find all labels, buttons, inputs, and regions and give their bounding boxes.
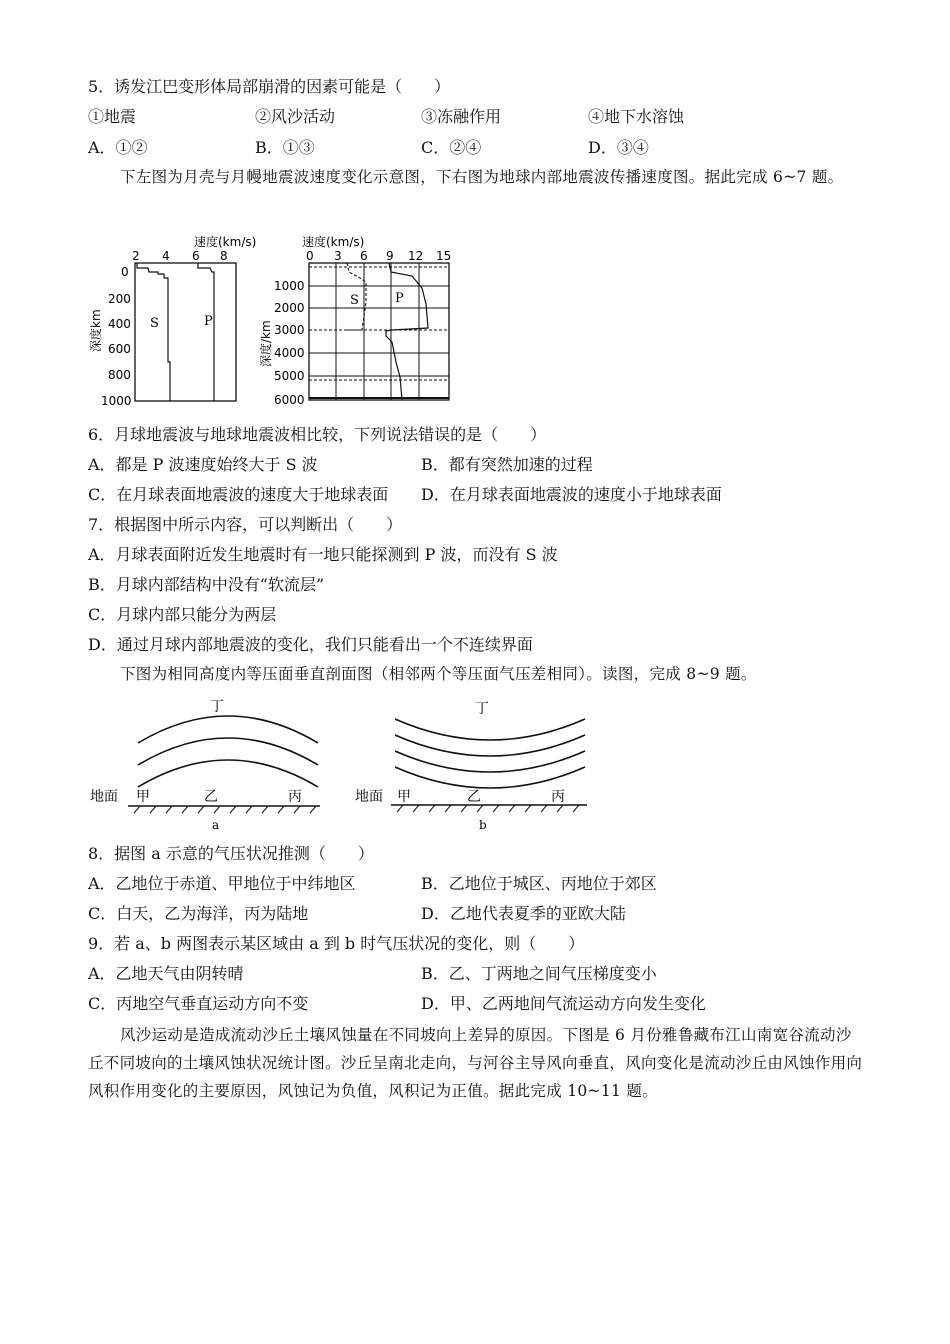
q6-option-c: C．在月球表面地震波的速度大于地球表面 xyxy=(88,485,389,504)
moon-ylabel: 深度km xyxy=(89,309,103,352)
q5-item-3: ③冻融作用 xyxy=(421,107,502,126)
earth-fig-title: 速度(km/s) xyxy=(302,235,365,249)
fig-a-ground-label: 地面 xyxy=(90,789,118,805)
earth-ytick: 3000 xyxy=(274,323,305,337)
earth-ytick: 2000 xyxy=(274,301,305,315)
q8-option-b: B．乙地位于城区、丙地位于郊区 xyxy=(421,874,657,893)
earth-xtick: 0 xyxy=(306,249,314,263)
earth-label-p: P xyxy=(395,291,404,306)
fig-b-top-label: 丁 xyxy=(475,701,489,717)
moon-xtick: 8 xyxy=(220,249,228,263)
fig-a-place-yi: 乙 xyxy=(204,789,218,805)
moon-ytick: 600 xyxy=(108,342,131,356)
fig-a-place-bing: 丙 xyxy=(288,789,302,805)
q7-option-b: B．月球内部结构中没有“软流层” xyxy=(88,575,325,594)
fig-b-place-yi: 乙 xyxy=(467,789,481,805)
earth-xtick: 15 xyxy=(436,249,452,263)
fig-a-place-jia: 甲 xyxy=(136,789,150,805)
q5-option-b: B．①③ xyxy=(255,138,315,157)
fig-b-caption: b xyxy=(479,818,487,832)
moon-label-s: S xyxy=(150,316,159,331)
q9-stem: 9．若 a、b 两图表示某区域由 a 到 b 时气压状况的变化，则（ ） xyxy=(88,934,585,953)
q5-option-a: A．①② xyxy=(88,138,148,157)
earth-ytick: 4000 xyxy=(274,346,305,360)
fig-b-place-bing: 丙 xyxy=(551,789,565,805)
moon-ytick: 200 xyxy=(108,292,131,306)
q5-option-c: C．②④ xyxy=(421,138,482,157)
moon-xtick: 6 xyxy=(192,249,200,263)
fig-b-ground-label: 地面 xyxy=(355,789,383,805)
q7-option-c: C．月球内部只能分为两层 xyxy=(88,605,277,624)
q9-option-b: B．乙、丁两地之间气压梯度变小 xyxy=(421,964,657,983)
isobar-figure-b xyxy=(355,695,605,835)
earth-seismic-figure xyxy=(259,232,462,412)
q6-option-d: D．在月球表面地震波的速度小于地球表面 xyxy=(421,485,722,504)
intro-8-9: 下图为相同高度内等压面垂直剖面图（相邻两个等压面气压差相同）。读图，完成 8~9 题。 xyxy=(120,665,757,683)
q5-item-2: ②风沙活动 xyxy=(255,107,336,126)
q8-option-d: D．乙地代表夏季的亚欧大陆 xyxy=(421,904,626,923)
moon-fig-title: 速度(km/s) xyxy=(194,235,257,249)
q6-option-a: A．都是 P 波速度始终大于 S 波 xyxy=(88,455,318,474)
earth-xtick: 9 xyxy=(386,249,394,263)
moon-ytick: 0 xyxy=(121,265,129,279)
earth-xtick: 12 xyxy=(408,249,424,263)
q7-stem: 7．根据图中所示内容，可以判断出（ ） xyxy=(88,515,403,534)
earth-xtick: 6 xyxy=(360,249,368,263)
moon-label-p: P xyxy=(204,314,213,329)
moon-ytick: 1000 xyxy=(101,394,132,408)
q5-item-4: ④地下水溶蚀 xyxy=(588,107,685,126)
q5-option-d: D．③④ xyxy=(588,138,649,157)
earth-ytick: 1000 xyxy=(274,279,305,293)
earth-ytick: 5000 xyxy=(274,369,305,383)
earth-xtick: 3 xyxy=(334,249,342,263)
earth-ylabel: 深度/km xyxy=(259,320,273,367)
q6-option-b: B．都有突然加速的过程 xyxy=(421,455,593,474)
q5-stem: 5．诱发江巴变形体局部崩滑的因素可能是（ ） xyxy=(88,77,451,96)
fig-b-place-jia: 甲 xyxy=(397,789,411,805)
moon-xtick: 2 xyxy=(132,249,140,263)
q6-stem: 6．月球地震波与地球地震波相比较，下列说法错误的是（ ） xyxy=(88,425,547,444)
q8-stem: 8．据图 a 示意的气压状况推测（ ） xyxy=(88,844,374,863)
q9-option-d: D．甲、乙两地间气流运动方向发生变化 xyxy=(421,994,706,1013)
moon-seismic-figure xyxy=(88,232,257,412)
fig-a-caption: a xyxy=(212,818,220,832)
moon-xtick: 4 xyxy=(162,249,170,263)
q5-item-1: ①地震 xyxy=(88,107,137,126)
q9-option-a: A．乙地天气由阴转晴 xyxy=(88,964,244,983)
q8-option-c: C．白天，乙为海洋，丙为陆地 xyxy=(88,904,309,923)
moon-ytick: 400 xyxy=(108,317,131,331)
earth-label-s: S xyxy=(350,293,359,308)
intro-6-7: 下左图为月壳与月幔地震波速度变化示意图，下右图为地球内部地震波传播速度图。据此完成 6~7 题。 xyxy=(120,168,844,186)
q8-option-a: A．乙地位于赤道、甲地位于中纬地区 xyxy=(88,874,356,893)
q9-option-c: C．丙地空气垂直运动方向不变 xyxy=(88,994,309,1013)
q7-option-a: A．月球表面附近发生地震时有一地只能探测到 P 波，而没有 S 波 xyxy=(88,545,558,564)
isobar-figure-a xyxy=(88,695,338,835)
earth-ytick: 6000 xyxy=(274,393,305,407)
fig-a-top-label: 丁 xyxy=(210,699,224,715)
intro-10-11: 风沙运动是造成流动沙丘土壤风蚀量在不同坡向上差异的原因。下图是 6 月份雅鲁藏布江山南宽谷流动沙丘不同坡向的土壤风蚀状况统计图。沙丘呈南北走向，与河谷主导风向垂直，风向变化是流动沙丘由风蚀作用向风积作用变化的主要原因，风蚀记为负值，风积记为正值。据此完成 10~11 题。 xyxy=(88,1026,863,1100)
q7-option-d: D．通过月球内部地震波的变化，我们只能看出一个不连续界面 xyxy=(88,635,533,654)
moon-ytick: 800 xyxy=(108,368,131,382)
